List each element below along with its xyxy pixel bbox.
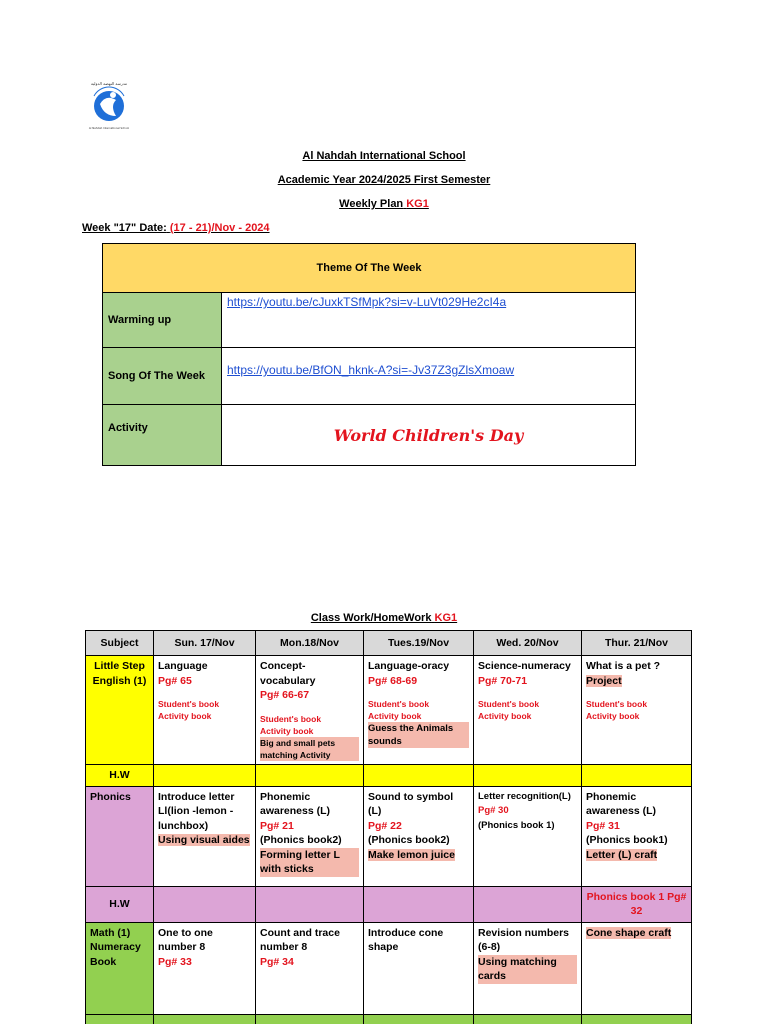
school-name: Al Nahdah International School [302, 150, 466, 162]
phonics-wed [474, 786, 582, 886]
theme-heading: Theme Of The Week [103, 244, 635, 293]
math-wed [474, 922, 582, 1014]
english-mon-pg: Pg# 66-67 [260, 689, 310, 701]
english-tue-books: Student's book [368, 699, 430, 709]
english-wed-pg: Pg# 70-71 [478, 674, 528, 687]
english-sun-books2: Activity book [158, 711, 212, 721]
english-mon-topic: Concept-vocabulary [260, 660, 316, 687]
english-sun [154, 656, 256, 765]
week-label: Week "17" Date: [82, 222, 167, 234]
phonics-mon-extra: Forming letter L with sticks [260, 848, 359, 877]
warming-up-label: Warming up [103, 293, 222, 347]
math-wed-topic: Revision numbers (6-8) [478, 926, 570, 953]
english-thu-topic: What is a pet ? [586, 660, 661, 672]
english-mon-books: Student's book [260, 713, 322, 724]
english-tue [364, 656, 474, 765]
english-wed-topic: Science-numeracy [478, 660, 571, 672]
phonics-wed-topic: Letter recognition(L) [478, 790, 571, 802]
song-link[interactable]: https://youtu.be/BfON_hknk-A?si=-Jv37Z3gZlsXmoaw [227, 363, 515, 377]
school-logo [86, 76, 132, 134]
math-sun-topic: One to one number 8 [158, 926, 213, 953]
english-mon-books2: Activity book [260, 725, 314, 736]
english-thu-books: Student's book [586, 699, 648, 709]
phonics-mon [256, 786, 364, 886]
phonics-wed-pg: Pg# 30 [478, 805, 509, 816]
english-sun-pg: Pg# 65 [158, 674, 192, 687]
phonics-mon-book: (Phonics book2) [260, 834, 342, 846]
phonics-mon-pg: Pg# 21 [260, 819, 294, 832]
english-wed-books: Student's book [478, 699, 540, 709]
math-mon-topic: Count and trace number 8 [260, 926, 340, 953]
phonics-tue-pg: Pg# 22 [368, 819, 402, 832]
weekly-plan-title [0, 198, 768, 210]
phonics-hw-label: H.W [86, 886, 154, 922]
phonics-hw-row [86, 886, 692, 922]
english-tue-pg: Pg# 68-69 [368, 674, 418, 687]
col-tue: Tues.19/Nov [364, 631, 474, 656]
plan-title-prefix: Class Work/HomeWork [310, 612, 432, 624]
col-thu: Thur. 21/Nov [582, 631, 692, 656]
english-subject: Little Step English (1) [86, 656, 154, 765]
activity-label: Activity [103, 405, 222, 465]
col-mon: Mon.18/Nov [256, 631, 364, 656]
phonics-tue-topic: Sound to symbol (L) [368, 790, 454, 817]
english-mon-extra: Big and small pets matching Activity [260, 737, 359, 761]
english-row [86, 656, 692, 765]
theme-table [102, 243, 636, 466]
plan-title-class: KG1 [434, 612, 458, 624]
phonics-thu-topic: Phonemic awareness (L) [586, 790, 657, 817]
activity-row [103, 405, 635, 465]
math-thu [582, 922, 692, 1014]
weekly-plan-prefix: Weekly Plan [339, 198, 404, 210]
math-row [86, 922, 692, 1014]
week-dates: (17 - 21)/Nov - 2024 [169, 222, 270, 234]
english-sun-topic: Language [158, 660, 208, 672]
phonics-tue-extra: Make lemon juice [368, 848, 455, 861]
phonics-mon-topic: Phonemic awareness (L) [260, 790, 331, 817]
phonics-sun-extra: Using visual aides [158, 834, 250, 846]
phonics-wed-book: (Phonics book 1) [478, 819, 555, 831]
warming-up-link[interactable]: https://youtu.be/cJuxkTSfMpk?si=v-LuVt029He2cI4a [227, 295, 507, 309]
plan-title [0, 612, 768, 624]
math-sun-pg: Pg# 33 [158, 955, 192, 968]
english-mon [256, 656, 364, 765]
english-wed-books2: Activity book [478, 711, 532, 721]
english-thu-extra: Project [586, 674, 622, 687]
math-wed-extra: Using matching cards [478, 955, 577, 984]
math-sun [154, 922, 256, 1014]
phonics-sun [154, 786, 256, 886]
logo-text-arabic: مدرسة النهضة الدولية [90, 81, 128, 86]
plan-table [85, 630, 692, 1024]
col-subject: Subject [86, 631, 154, 656]
phonics-tue-book: (Phonics book2) [368, 834, 450, 846]
plan-header-row [86, 631, 692, 656]
song-row [103, 348, 635, 405]
english-wed [474, 656, 582, 765]
math-thu-extra: Cone shape craft [586, 926, 672, 939]
math-mon [256, 922, 364, 1014]
academic-year: Academic Year 2024/2025 First Semester [277, 174, 491, 186]
weekly-plan-class: KG1 [406, 198, 429, 210]
english-hw-row [86, 765, 692, 787]
song-label: Song Of The Week [103, 348, 222, 404]
english-thu [582, 656, 692, 765]
math-tue [364, 922, 474, 1014]
col-sun: Sun. 17/Nov [154, 631, 256, 656]
english-tue-extra: Guess the Animals sounds [368, 722, 469, 748]
activity-value: World Children's Day [333, 425, 524, 445]
phonics-tue [364, 786, 474, 886]
math-mon-pg: Pg# 34 [260, 955, 294, 968]
english-thu-books2: Activity book [586, 711, 640, 721]
phonics-subject: Phonics [86, 786, 154, 886]
english-tue-topic: Language-oracy [368, 660, 450, 672]
english-sun-books: Student's book [158, 699, 220, 709]
warming-up-row [103, 293, 635, 348]
phonics-sun-topic: Introduce letter Ll(lion -lemon -lunchbox) [158, 790, 235, 832]
phonics-hw-thu: Phonics book 1 Pg# 32 [582, 886, 692, 922]
logo-text-english: Al Nahdah International School [88, 127, 130, 130]
phonics-row [86, 786, 692, 886]
phonics-thu-extra: Letter (L) craft [586, 848, 658, 861]
english-hw-label: H.W [86, 765, 154, 787]
week-line [82, 222, 270, 234]
math-hw-row [86, 1014, 692, 1024]
phonics-thu [582, 786, 692, 886]
col-wed: Wed. 20/Nov [474, 631, 582, 656]
math-tue-topic: Introduce cone shape [368, 926, 444, 953]
phonics-thu-pg: Pg# 31 [586, 819, 620, 832]
english-tue-books2: Activity book [368, 711, 422, 721]
phonics-thu-book: (Phonics book1) [586, 834, 668, 846]
math-subject: Math (1) Numeracy Book [86, 922, 154, 1014]
